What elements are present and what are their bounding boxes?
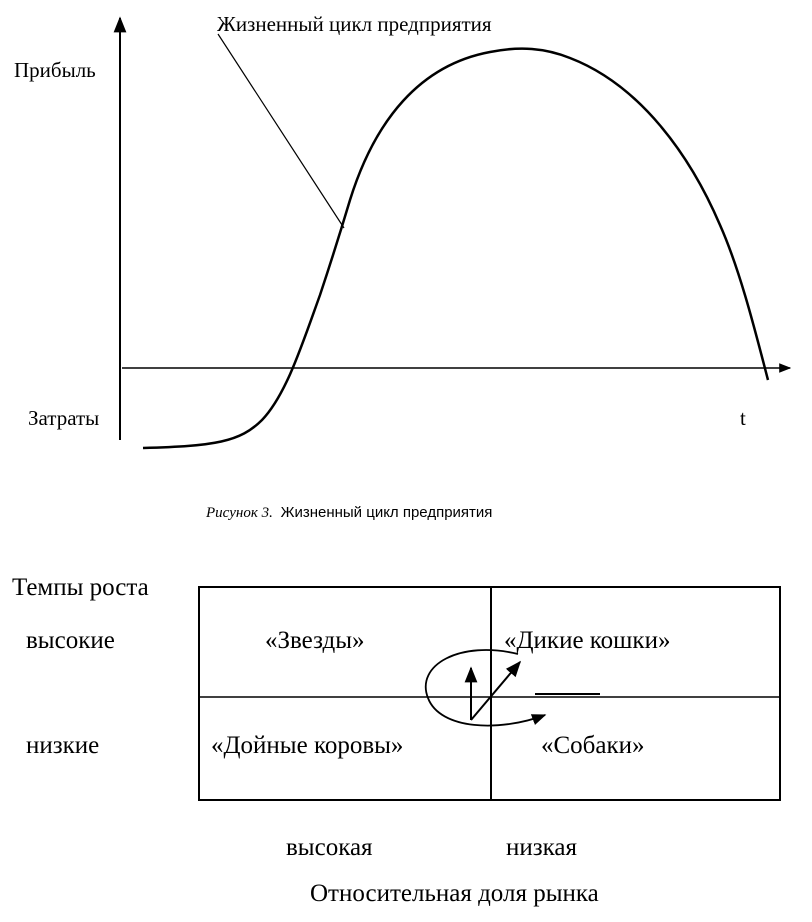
lifecycle-curve (143, 49, 768, 448)
matrix-frame (199, 587, 780, 800)
row-label-low: низкие (26, 732, 100, 759)
diagonal-arrow (471, 662, 520, 720)
caption-prefix: Рисунок 3. (206, 505, 273, 521)
market-share-axis-title: Относительная доля рынка (310, 880, 599, 907)
figure-caption (206, 505, 492, 521)
curve-label: Жизненный цикл предприятия (217, 12, 492, 36)
x-axis-label: t (740, 406, 746, 430)
cell-dogs: «Собаки» (541, 732, 645, 759)
row-label-high: высокие (26, 627, 115, 654)
lifecycle-figure (120, 18, 790, 448)
cycle-loop-arrow (426, 650, 545, 726)
y-bottom-label: Затраты (28, 406, 100, 430)
curve-label-leader (218, 34, 344, 228)
caption-text: Жизненный цикл предприятия (280, 504, 493, 521)
growth-axis-title: Темпы роста (12, 574, 149, 601)
cell-stars: «Звезды» (265, 627, 365, 654)
col-label-low: низкая (506, 834, 577, 861)
cell-wildcats: «Дикие кошки» (504, 627, 671, 654)
bcg-matrix (199, 587, 780, 800)
y-top-label: Прибыль (14, 58, 96, 82)
col-label-high: высокая (286, 834, 373, 861)
cell-cash-cows: «Дойные коровы» (211, 732, 404, 759)
